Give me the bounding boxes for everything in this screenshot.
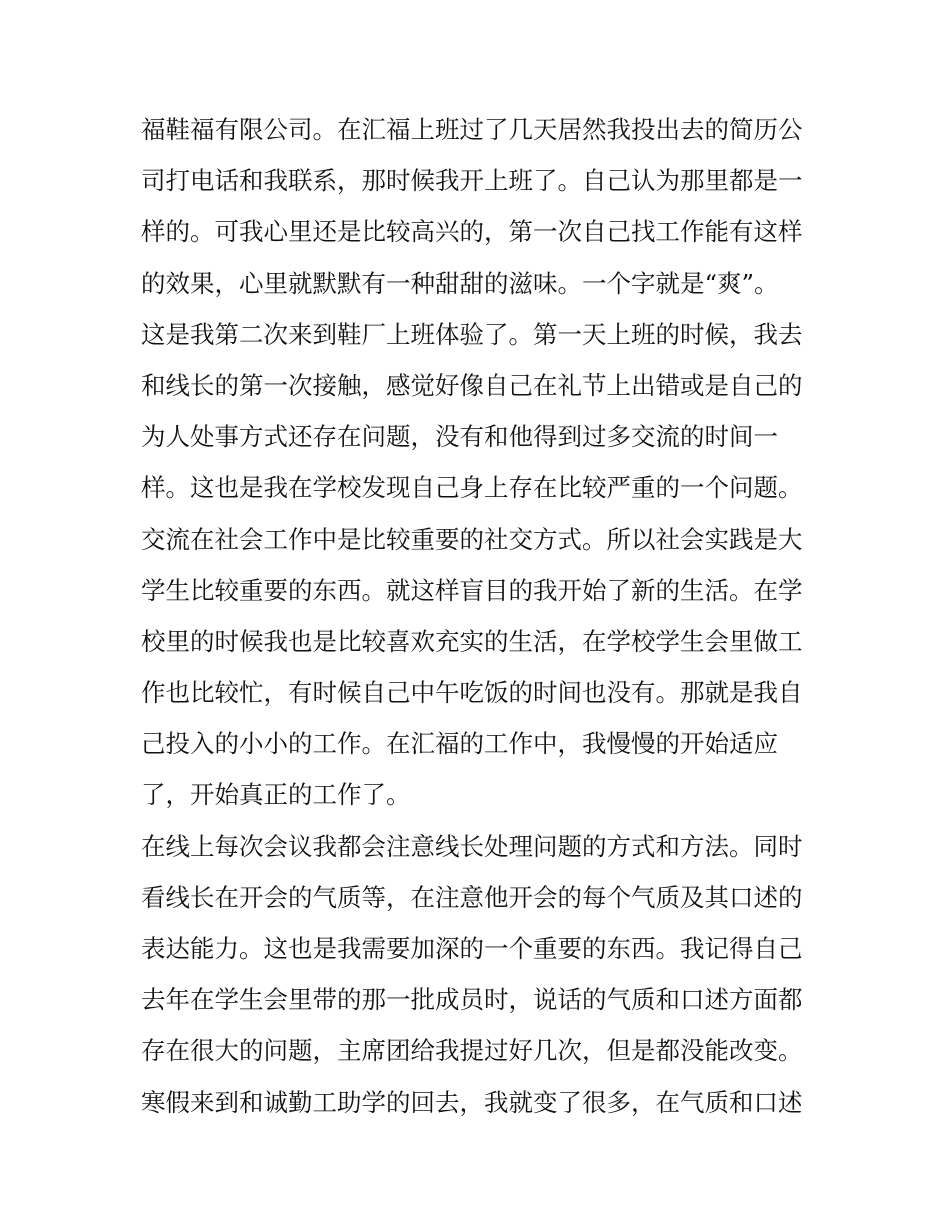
text-line: 的效果，心里就默默有一种甜甜的滋味。一个字就是“爽”。 <box>141 268 779 298</box>
text-line: 校里的时候我也是比较喜欢充实的生活，在学校学生会里做工 <box>141 626 803 656</box>
text-line: 样的。可我心里还是比较高兴的，第一次自己找工作能有这样 <box>141 217 803 247</box>
text-line: 作也比较忙，有时候自己中午吃饭的时间也没有。那就是我自 <box>141 678 803 708</box>
text-line: 为人处事方式还存在问题，没有和他得到过多交流的时间一 <box>141 422 778 452</box>
text-line: 看线长在开会的气质等，在注意他开会的每个气质及其口述的 <box>141 882 803 912</box>
text-line: 了，开始真正的工作了。 <box>141 780 411 810</box>
text-line: 己投入的小小的工作。在汇福的工作中，我慢慢的开始适应 <box>141 729 778 759</box>
text-line: 寒假来到和诚勤工助学的回去，我就变了很多，在气质和口述 <box>141 1087 803 1117</box>
text-line: 去年在学生会里带的那一批成员时，说话的气质和口述方面都 <box>141 985 803 1015</box>
text-line: 表达能力。这也是我需要加深的一个重要的东西。我记得自己 <box>141 934 803 963</box>
text-line: 和线长的第一次接触，感觉好像自己在礼节上出错或是自己的 <box>141 370 803 400</box>
text-line: 福鞋福有限公司。在汇福上班过了几天居然我投出去的简历公 <box>141 115 803 144</box>
text-line: 这是我第二次来到鞋厂上班体验了。第一天上班的时候，我去 <box>141 319 803 349</box>
text-line: 存在很大的问题，主席团给我提过好几次，但是都没能改变。 <box>141 1036 803 1066</box>
text-line: 样。这也是我在学校发现自己身上存在比较严重的一个问题。 <box>141 473 803 503</box>
text-line: 交流在社会工作中是比较重要的社交方式。所以社会实践是大 <box>141 524 803 554</box>
text-line: 在线上每次会议我都会注意线长处理问题的方式和方法。同时 <box>141 831 803 861</box>
text-line: 学生比较重要的东西。就这样盲目的我开始了新的生活。在学 <box>141 575 803 605</box>
text-line: 司打电话和我联系，那时候我开上班了。自己认为那里都是一 <box>141 166 803 196</box>
body-text <box>141 104 821 1128</box>
